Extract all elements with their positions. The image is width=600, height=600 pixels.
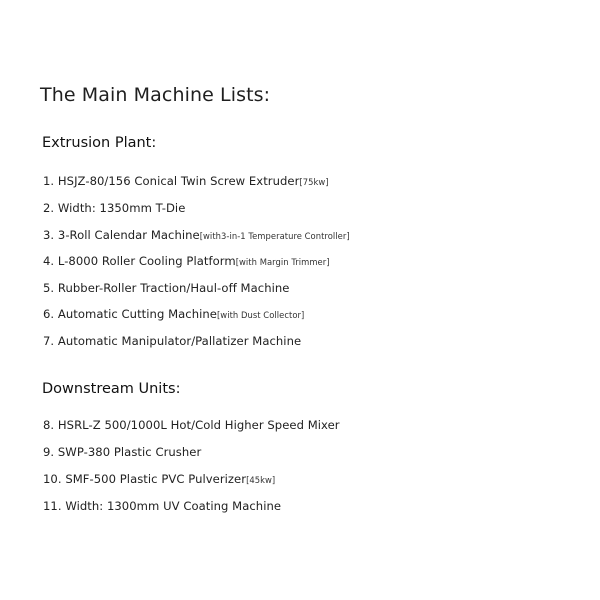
list-item: [43, 228, 350, 242]
item-text: 8. HSRL-Z 500/1000L Hot/Cold Higher Speed Mixer: [43, 418, 340, 432]
item-text: 2. Width: 1350mm T-Die: [43, 201, 186, 215]
item-text: 3. 3-Roll Calendar Machine: [43, 228, 200, 242]
item-text: 5. Rubber-Roller Traction/Haul-off Machine: [43, 281, 290, 295]
list-item: [43, 281, 289, 295]
item-note: [with Margin Trimmer]: [235, 257, 330, 267]
item-note: [45kw]: [246, 475, 276, 485]
page-title: The Main Machine Lists:: [40, 84, 271, 106]
list-item: [43, 499, 281, 513]
item-text: 4. L-8000 Roller Cooling Platform: [43, 254, 236, 268]
list-item: [43, 445, 201, 459]
list-item: [43, 307, 304, 321]
list-item: [43, 254, 330, 268]
item-note: [with Dust Collector]: [216, 310, 305, 320]
list-item: [43, 174, 329, 188]
section-heading-extrusion-plant: Extrusion Plant:: [42, 135, 157, 151]
item-text: 7. Automatic Manipulator/Pallatizer Machine: [43, 334, 302, 348]
item-text: 10. SMF-500 Plastic PVC Pulverizer: [43, 472, 247, 486]
item-note: [with3-in-1 Temperature Controller]: [199, 231, 350, 241]
item-text: 1. HSJZ-80/156 Conical Twin Screw Extruder: [43, 174, 300, 188]
list-item: [43, 472, 275, 486]
section-heading-downstream-units: Downstream Units:: [42, 381, 181, 397]
item-text: 9. SWP-380 Plastic Crusher: [43, 445, 202, 459]
item-text: 11. Width: 1300mm UV Coating Machine: [43, 499, 282, 513]
item-note: [75kw]: [299, 177, 329, 187]
item-text: 6. Automatic Cutting Machine: [43, 307, 217, 321]
list-item: [43, 334, 301, 348]
list-item: [43, 201, 185, 215]
list-item: [43, 418, 340, 432]
